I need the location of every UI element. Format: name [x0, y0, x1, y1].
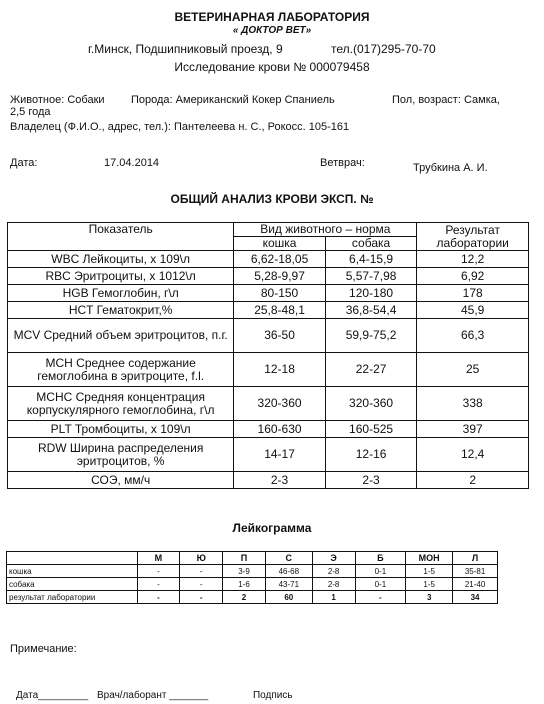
norm-dog: 22-27: [325, 353, 417, 387]
indicator-name: RDW Ширина распределения эритроцитов, %: [8, 438, 234, 472]
leuk-cell: -: [137, 578, 180, 591]
indicator-name: HGB Гемоглобин, г\л: [8, 285, 234, 302]
table-row: [8, 268, 529, 285]
table-row: [8, 302, 529, 319]
leukogram-row: [7, 591, 498, 604]
header-dog: собака: [325, 237, 417, 251]
leuk-cell: -: [137, 591, 180, 604]
blood-analysis-table: [7, 222, 529, 489]
header-norm: Вид животного – норма: [234, 223, 417, 237]
norm-cat: 160-630: [234, 421, 326, 438]
leuk-cell: 1-5: [406, 578, 453, 591]
lab-name: ВЕТЕРИНАРНАЯ ЛАБОРАТОРИЯ: [174, 10, 370, 24]
leukogram-row: [7, 578, 498, 591]
signature-line: [16, 690, 293, 701]
table-row: [8, 438, 529, 472]
leuk-cell: 34: [453, 591, 498, 604]
norm-cat: 12-18: [234, 353, 326, 387]
leuk-header-s: С: [265, 552, 312, 565]
leuk-cell: -: [355, 591, 406, 604]
table-row: [8, 387, 529, 421]
leuk-cell: 2-8: [312, 578, 355, 591]
date-value: 17.04.2014: [104, 157, 160, 169]
leuk-cell: 35-81: [453, 565, 498, 578]
norm-dog: 2-3: [325, 472, 417, 489]
table-row: [8, 353, 529, 387]
norm-dog: 160-525: [325, 421, 417, 438]
owner-field: Владелец (Ф.И.О., адрес, тел.): Пантелеева н. С., Рокосс. 105-161: [10, 121, 350, 133]
result-value: 338: [417, 387, 529, 421]
indicator-name: СОЭ, мм/ч: [8, 472, 234, 489]
leuk-cell: -: [180, 591, 223, 604]
footer-doctor-label: Врач/лаборант: [97, 690, 167, 701]
leukogram-title: Лейкограмма: [232, 521, 312, 535]
phone: тел.(017)295-70-70: [331, 42, 436, 56]
leuk-header-mon: МОН: [406, 552, 453, 565]
norm-cat: 6,62-18,05: [234, 251, 326, 268]
norm-dog: 6,4-15,9: [325, 251, 417, 268]
indicator-name: MCV Средний объем эритроцитов, п.г.: [8, 319, 234, 353]
indicator-name: RBC Эритроциты, х 1012\л: [8, 268, 234, 285]
research-number: Исследование крови № 000079458: [174, 60, 370, 74]
header-result: Результат лаборатории: [417, 223, 529, 251]
result-value: 178: [417, 285, 529, 302]
leuk-cell: -: [180, 578, 223, 591]
table-row: [8, 421, 529, 438]
norm-cat: 36-50: [234, 319, 326, 353]
footer-signature-label: Подпись: [252, 690, 293, 701]
norm-dog: 320-360: [325, 387, 417, 421]
leuk-cell: 2-8: [312, 565, 355, 578]
table-row: [8, 251, 529, 268]
table-row: [8, 472, 529, 489]
norm-dog: 59,9-75,2: [325, 319, 417, 353]
result-value: 6,92: [417, 268, 529, 285]
leukogram-row: [7, 565, 498, 578]
norm-cat: 2-3: [234, 472, 326, 489]
vet-name: Трубкина А. И.: [413, 162, 488, 174]
leuk-header-l: Л: [453, 552, 498, 565]
result-value: 66,3: [417, 319, 529, 353]
date-label: Дата:: [10, 157, 38, 169]
result-value: 12,4: [417, 438, 529, 472]
norm-dog: 12-16: [325, 438, 417, 472]
footer-date-blank: _________: [38, 690, 89, 701]
leuk-cell: 0-1: [355, 578, 406, 591]
table-row: [8, 319, 529, 353]
animal-field: Животное: Собаки: [10, 94, 105, 106]
indicator-name: MCHC Средняя концентрация корпускулярного гемоглобина, г\л: [8, 387, 234, 421]
norm-cat: 14-17: [234, 438, 326, 472]
vet-label: Ветврач:: [320, 157, 365, 169]
leukogram-table: [6, 551, 498, 604]
leukogram-header-row: [7, 552, 498, 565]
leuk-header-e: Э: [312, 552, 355, 565]
indicator-name: MCH Среднее содержание гемоглобина в эритроците, f.l.: [8, 353, 234, 387]
leuk-row-label: кошка: [7, 565, 138, 578]
leuk-header-p: П: [223, 552, 266, 565]
leuk-cell: 1-5: [406, 565, 453, 578]
norm-dog: 36,8-54,4: [325, 302, 417, 319]
table-header-row: [8, 223, 529, 237]
address: г.Минск, Подшипниковый проезд, 9: [88, 42, 283, 56]
leuk-cell: 43-71: [265, 578, 312, 591]
indicator-name: HCT Гематокрит,%: [8, 302, 234, 319]
norm-cat: 320-360: [234, 387, 326, 421]
table-row: [8, 285, 529, 302]
indicator-name: PLT Тромбоциты, х 109\л: [8, 421, 234, 438]
sex-age-field: Пол, возраст: Самка,: [392, 94, 500, 106]
leuk-header-b: Б: [355, 552, 406, 565]
leuk-row-label: собака: [7, 578, 138, 591]
norm-dog: 5,57-7,98: [325, 268, 417, 285]
breed-field: Порода: Американский Кокер Спаниель: [131, 94, 335, 106]
leuk-header-blank: [7, 552, 138, 565]
age-value: 2,5 года: [10, 106, 51, 118]
leuk-header-m: М: [137, 552, 180, 565]
header-cat: кошка: [234, 237, 326, 251]
note-label: Примечание:: [10, 643, 77, 655]
leuk-cell: 3-9: [223, 565, 266, 578]
leuk-cell: 3: [406, 591, 453, 604]
norm-cat: 25,8-48,1: [234, 302, 326, 319]
result-value: 25: [417, 353, 529, 387]
clinic-name: « ДОКТОР ВЕТ»: [232, 25, 312, 36]
result-value: 12,2: [417, 251, 529, 268]
footer-doctor-blank: _______: [169, 690, 209, 701]
result-value: 2: [417, 472, 529, 489]
leuk-header-yu: Ю: [180, 552, 223, 565]
leuk-cell: -: [137, 565, 180, 578]
leuk-cell: 60: [265, 591, 312, 604]
footer-date-label: Дата: [16, 690, 39, 701]
leuk-cell: 21-40: [453, 578, 498, 591]
leuk-cell: 46-68: [265, 565, 312, 578]
leuk-cell: -: [180, 565, 223, 578]
header-indicator: Показатель: [8, 223, 234, 251]
leuk-cell: 1-6: [223, 578, 266, 591]
norm-cat: 80-150: [234, 285, 326, 302]
leuk-row-label: результат лаборатории: [7, 591, 138, 604]
leuk-cell: 1: [312, 591, 355, 604]
result-value: 45,9: [417, 302, 529, 319]
result-value: 397: [417, 421, 529, 438]
leuk-cell: 2: [223, 591, 266, 604]
leuk-cell: 0-1: [355, 565, 406, 578]
norm-dog: 120-180: [325, 285, 417, 302]
analysis-title: ОБЩИЙ АНАЛИЗ КРОВИ ЭКСП. №: [170, 192, 374, 206]
norm-cat: 5,28-9,97: [234, 268, 326, 285]
indicator-name: WBC Лейкоциты, х 109\л: [8, 251, 234, 268]
